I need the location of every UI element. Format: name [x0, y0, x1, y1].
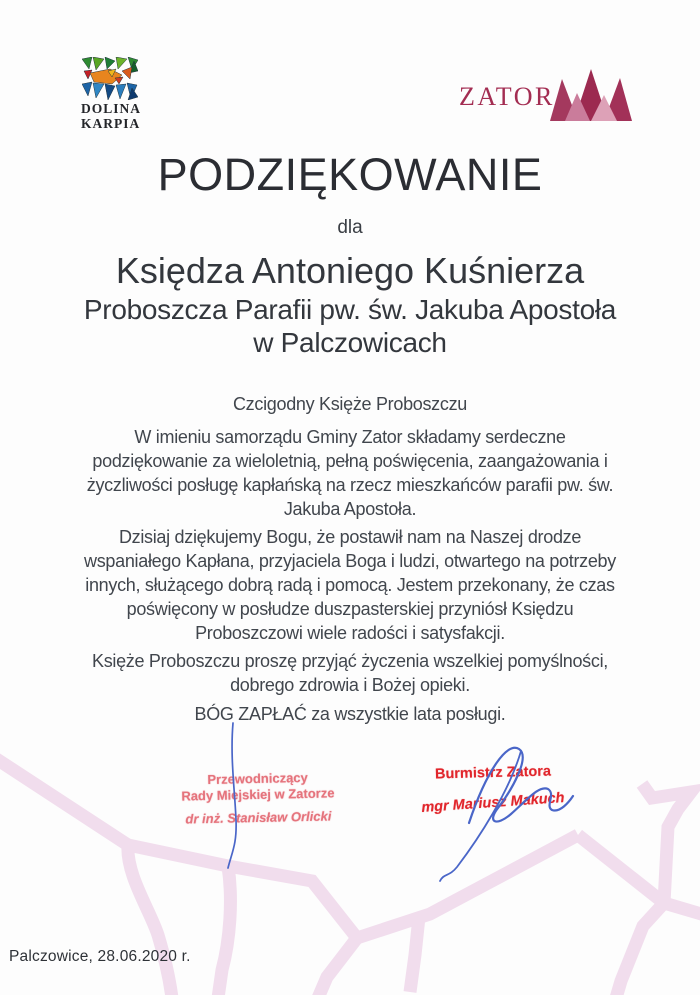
stamp-right-name: mgr Mariusz Makuch — [420, 790, 566, 816]
recipient-role-line2: w Palczowicach — [253, 327, 447, 358]
letter-body — [76, 392, 624, 730]
council-chairman-stamp — [157, 769, 358, 828]
paragraph-2: Dzisiaj dziękujemy Bogu, że postawił nam na Naszej drodze wspaniałego Kapłana, przyjaciela Boga i ludzi, otwartego na potrzeby innych, służącego dobrą radą i pomocą. Jestem przekonany, że czas poświęcony w posłudze duszpasterskiej przyniósł Księdzu Proboszczowi wiele radości i satysfakcji. — [84, 527, 616, 643]
recipient-name: Księdza Antoniego Kuśnierza — [115, 250, 585, 291]
stamp-left-line2: Rady Miejskiej w Zatorze — [181, 784, 335, 804]
dolina-karpia-wordmark-line1: DOLINA — [81, 101, 142, 116]
dolina-karpia-mosaic-icon — [82, 57, 138, 100]
paragraph-1: W imieniu samorządu Gminy Zator składamy serdeczne podziękowanie za wieloletnią, pełną poświęcenia, zaangażowania i życzliwości posługę kapłańską na rzecz mieszkańców parafii pw. św. Jakuba Apostoła. — [86, 427, 614, 519]
stamp-left-line1: Przewodniczący — [207, 769, 308, 788]
salutation: Czcigodny Księże Proboszczu — [232, 394, 467, 414]
recipient-block — [0, 249, 700, 359]
document-title: PODZIĘKOWANIE — [157, 149, 543, 200]
stamp-left-name: dr inż. Stanisław Orlicki — [185, 808, 332, 827]
dolina-karpia-wordmark-line2: KARPIA — [81, 115, 141, 131]
paragraph-4: BÓG ZAPŁAĆ za wszystkie lata posługi. — [194, 704, 506, 724]
place-date: Palczowice, 28.06.2020 r. — [9, 948, 191, 965]
dolina-karpia-logo — [81, 57, 142, 131]
zator-crown-icon — [549, 69, 633, 121]
recipient-role-line1: Proboszcza Parafii pw. św. Jakuba Apostoła — [83, 294, 617, 325]
zator-wordmark: ZATOR — [459, 82, 555, 111]
dedication-dla: dla — [337, 217, 363, 238]
paragraph-3: Księże Proboszczu proszę przyjąć życzenia wszelkiej pomyślności, dobrego zdrowia i Bożej opieki. — [91, 651, 608, 695]
mayor-stamp — [403, 763, 583, 816]
stamp-right-title: Burmistrz Zatora — [434, 763, 552, 783]
